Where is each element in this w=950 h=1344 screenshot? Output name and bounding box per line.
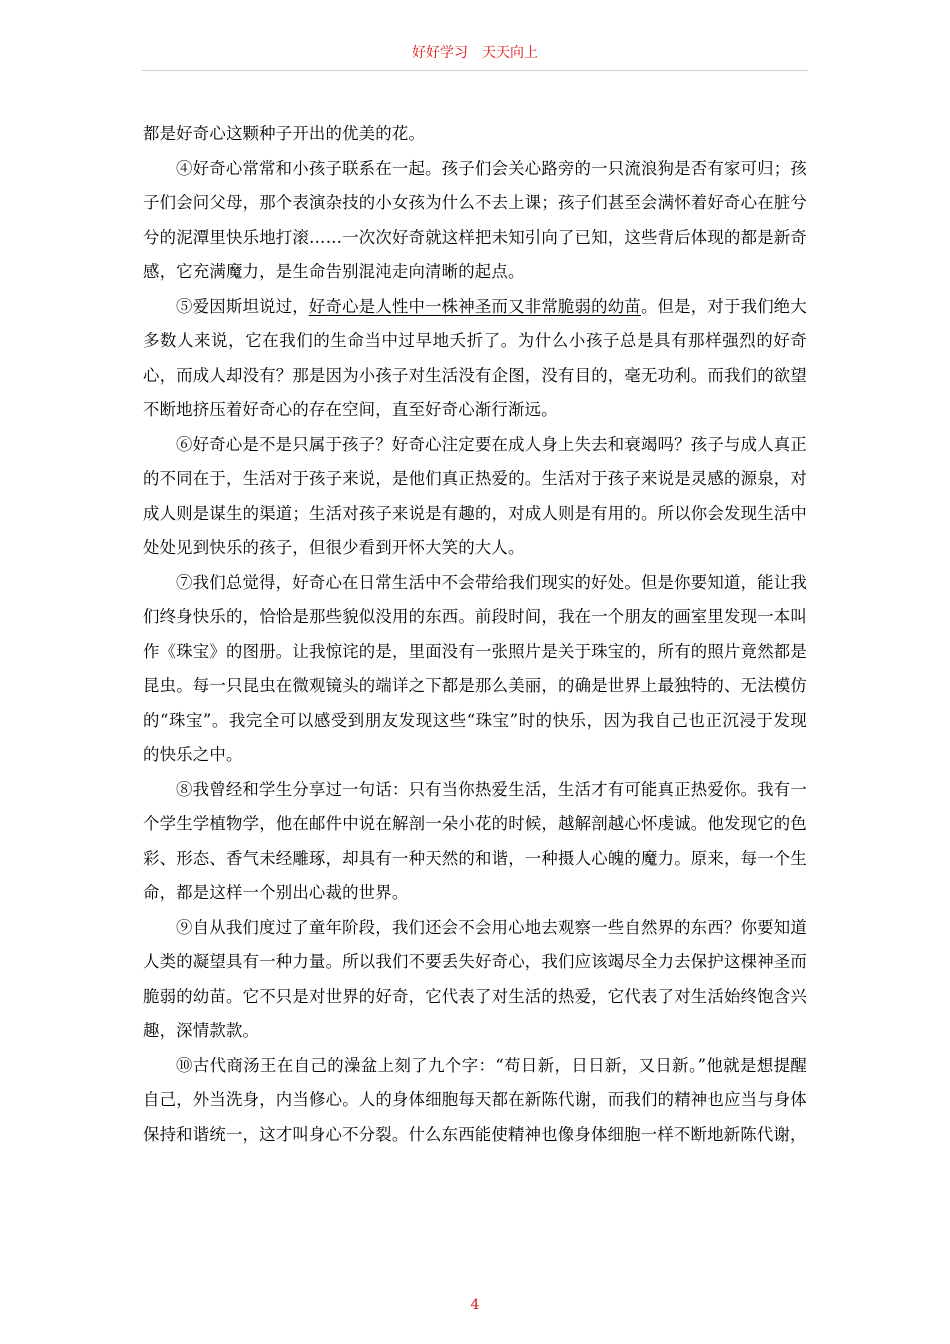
page-number: 4 [470, 1297, 480, 1313]
paragraph-6: ⑥好奇心是不是只属于孩子？好奇心注定要在成人身上失去和衰竭吗？孩子与成人真正的不同在于，生活对于孩子来说，是他们真正热爱的。生活对于孩子来说是灵感的源泉，对成人则是谋生的渠道；生活对孩子来说是有趣的，对成人则是有用的。所以你会发现生活中处处见到快乐的孩子，但很少看到开怀大笑的大人。 [143, 434, 807, 557]
header-divider [142, 70, 808, 71]
page-header: 好好学习 天天向上 [412, 45, 538, 61]
paragraph-5-rest: 。但是，对于我们绝大多数人来说，它在我们的生命当中过早地夭折了。为什么小孩子总是具有那样强烈的好奇心，而成人却没有？那是因为小孩子对生活没有企图，没有目的，毫无功利。而我们的欲望不断地挤压着好奇心的存在空间，直至好奇心渐行渐远。 [143, 296, 807, 419]
document-body [143, 117, 807, 1152]
underlined-quote: 好奇心是人性中一株神圣而又非常脆弱的幼苗 [308, 296, 641, 316]
paragraph-5-lead: ⑤爱因斯坦说过， [176, 296, 309, 316]
paragraph-9: ⑨自从我们度过了童年阶段，我们还会不会用心地去观察一些自然界的东西？你要知道人类的凝望具有一种力量。所以我们不要丢失好奇心，我们应该竭尽全力去保护这棵神圣而脆弱的幼苗。它不只是对世界的好奇，它代表了对生活的热爱，它代表了对生活始终饱含兴趣，深情款款。 [143, 917, 807, 1040]
paragraph-10: ⑩古代商汤王在自己的澡盆上刻了九个字：“苟日新，日日新，又日新。”他就是想提醒自己，外当洗身，内当修心。人的身体细胞每天都在新陈代谢，而我们的精神也应当与身体保持和谐统一，这才叫身心不分裂。什么东西能使精神也像身体细胞一样不断地新陈代谢， [143, 1055, 807, 1144]
paragraph-7: ⑦我们总觉得，好奇心在日常生活中不会带给我们现实的好处。但是你要知道，能让我们终身快乐的，恰恰是那些貌似没用的东西。前段时间，我在一个朋友的画室里发现一本叫作《珠宝》的图册。让我惊诧的是，里面没有一张照片是关于珠宝的，所有的照片竟然都是昆虫。每一只昆虫在微观镜头的端详之下都是那么美丽，的确是世界上最独特的、无法模仿的“珠宝”。我完全可以感受到朋友发现这些“珠宝”时的快乐，因为我自己也正沉浸于发现的快乐之中。 [143, 572, 807, 764]
paragraph-8: ⑧我曾经和学生分享过一句话：只有当你热爱生活，生活才有可能真正热爱你。我有一个学生学植物学，他在邮件中说在解剖一朵小花的时候，越解剖越心怀虔诚。他发现它的色彩、形态、香气未经雕琢，却具有一种天然的和谐，一种摄人心魄的魔力。原来，每一个生命，都是这样一个别出心裁的世界。 [143, 779, 807, 902]
paragraph-4: ④好奇心常常和小孩子联系在一起。孩子们会关心路旁的一只流浪狗是否有家可归；孩子们会问父母，那个表演杂技的小女孩为什么不去上课；孩子们甚至会满怀着好奇心在脏兮兮的泥潭里快乐地打滚……一次次好奇就这样把未知引向了已知，这些背后体现的都是新奇感，它充满魔力，是生命告别混沌走向清晰的起点。 [143, 158, 807, 281]
paragraph-continuation: 都是好奇心这颗种子开出的优美的花。 [143, 124, 426, 143]
paragraph-5 [143, 290, 807, 428]
